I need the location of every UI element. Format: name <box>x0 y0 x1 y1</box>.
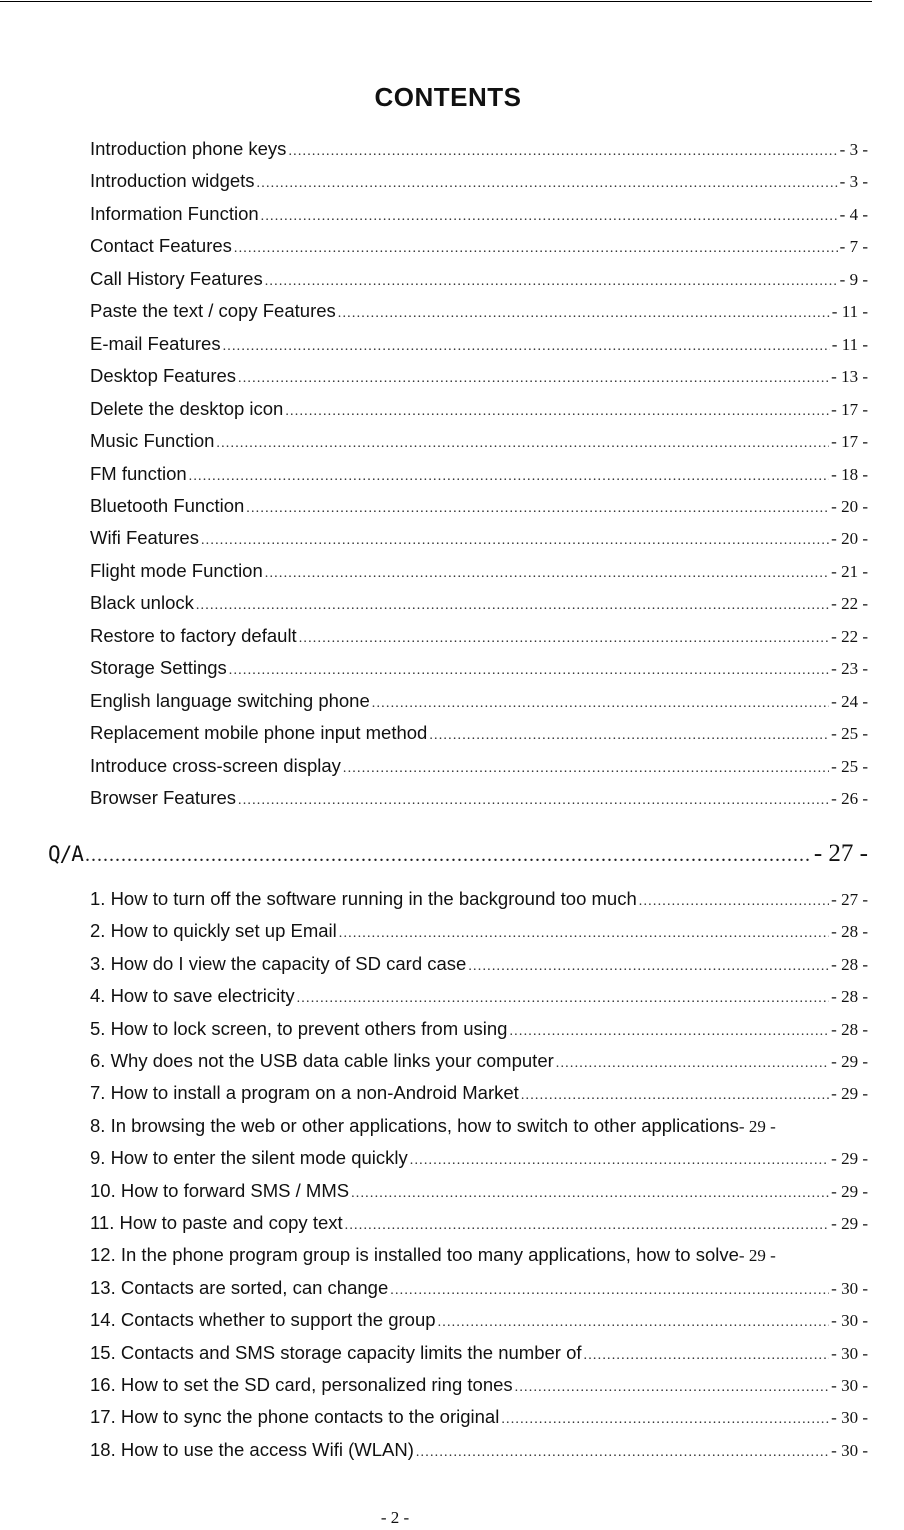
toc-entry-page: - 4 - <box>839 204 868 224</box>
toc-entry-qa[interactable] <box>90 985 868 1007</box>
toc-entry[interactable] <box>90 560 868 582</box>
dot-leader <box>515 1380 830 1396</box>
toc-entry-label: Call History Features <box>90 267 263 289</box>
toc-entry-label: Contact Features <box>90 235 232 257</box>
toc-entry-page: - 11 - <box>831 334 868 354</box>
toc-entry-page: - 30 - <box>831 1408 868 1428</box>
toc-entry-page: - 28 - <box>831 1019 868 1039</box>
toc-entry[interactable] <box>90 722 868 744</box>
toc-entry-qa[interactable] <box>90 1115 902 1137</box>
toc-entry[interactable] <box>90 495 868 517</box>
toc-entry-label: English language switching phone <box>90 689 370 711</box>
toc-entry-page: - 29 - <box>831 1052 868 1071</box>
toc-entry-page: - 25 - <box>831 756 868 776</box>
dot-leader <box>501 1412 829 1428</box>
toc-entry-page: - 13 - <box>831 367 868 387</box>
dot-leader <box>261 209 838 225</box>
dot-leader <box>196 598 829 614</box>
toc-entry-page: - 29 - <box>738 1116 776 1136</box>
toc-entry-page: - 28 - <box>831 987 868 1007</box>
dot-leader <box>438 1315 830 1331</box>
toc-entry-page: - 28 - <box>831 954 868 974</box>
toc-entry-label: 14. Contacts whether to support the group <box>90 1309 436 1331</box>
toc-entry-qa[interactable] <box>90 1309 868 1331</box>
toc-entry[interactable] <box>90 463 868 485</box>
dot-leader <box>85 844 812 867</box>
toc-entry-label: 8. In browsing the web or other applications, how to switch to other applications <box>90 1114 739 1136</box>
dot-leader <box>229 663 829 679</box>
dot-leader <box>556 1056 829 1072</box>
toc-entry-page: - 29 - <box>831 1181 868 1201</box>
toc-entry[interactable] <box>90 203 868 225</box>
toc-entry-label: E-mail Features <box>90 332 221 354</box>
dot-leader <box>521 1088 829 1104</box>
dot-leader <box>339 926 829 942</box>
toc-entry-label: Desktop Features <box>90 365 237 387</box>
toc-entry[interactable] <box>90 787 868 809</box>
toc-entry-label: 9. How to enter the silent mode quickly <box>90 1147 408 1169</box>
toc-entry[interactable] <box>90 527 868 549</box>
toc-entry-qa-heading[interactable] <box>48 840 868 868</box>
toc-entry-label: FM function <box>90 462 187 484</box>
toc-entry-label: Bluetooth Function <box>90 494 245 516</box>
dot-leader <box>639 894 829 910</box>
toc-entry-qa[interactable] <box>90 1244 902 1266</box>
toc-entry[interactable] <box>90 690 868 712</box>
toc-entry-qa[interactable] <box>90 1082 868 1104</box>
toc-entry-page: - 22 - <box>831 626 868 646</box>
dot-leader <box>338 306 830 322</box>
toc-entry-qa[interactable] <box>90 1342 868 1364</box>
toc-entry-page: - 20 - <box>831 496 868 516</box>
toc-entry-label: 5. How to lock screen, to prevent others from using <box>90 1017 508 1039</box>
toc-entry-label: Browser Features <box>90 787 236 808</box>
dot-leader <box>351 1186 829 1202</box>
toc-entry-page: - 27 - <box>831 890 868 909</box>
toc-entry[interactable] <box>90 625 868 647</box>
toc-entry[interactable] <box>90 333 868 355</box>
dot-leader <box>509 1024 829 1040</box>
toc-entry-page: - 22 - <box>831 594 868 614</box>
dot-leader <box>265 274 838 290</box>
dot-leader <box>390 1283 829 1299</box>
toc-entry-qa[interactable] <box>90 1147 868 1169</box>
toc-entry-label: 4. How to save electricity <box>90 985 295 1007</box>
toc-entry-page: - 29 - <box>831 1149 868 1169</box>
toc-entry-qa[interactable] <box>90 953 868 975</box>
dot-leader <box>216 436 829 452</box>
dot-leader <box>238 793 829 809</box>
toc-entry-page: - 23 - <box>831 659 868 679</box>
toc-entry-label: Music Function <box>90 430 215 452</box>
toc-entry-page: - 20 - <box>831 529 868 549</box>
toc-entry-label: 16. How to set the SD card, personalized ring tones <box>90 1374 513 1395</box>
toc-entry[interactable] <box>90 755 868 777</box>
toc-entry-qa[interactable] <box>90 1018 868 1040</box>
toc-entry-page: - 29 - <box>738 1246 776 1266</box>
toc-entry[interactable] <box>90 365 868 387</box>
toc-entry[interactable] <box>90 170 868 192</box>
dot-leader <box>257 176 838 192</box>
toc-entry-label: 2. How to quickly set up Email <box>90 920 337 942</box>
toc-entry-page: - 28 - <box>831 922 868 942</box>
toc-entry-label: Black unlock <box>90 592 194 614</box>
toc-entry-page: - 30 - <box>831 1311 868 1331</box>
toc-entry-label: 6. Why does not the USB data cable links your computer <box>90 1050 554 1071</box>
toc-entry-page: - 9 - <box>839 269 868 289</box>
toc-entry-page: - 3 - <box>839 172 868 192</box>
toc-entry-qa[interactable] <box>90 1180 868 1202</box>
toc-entry-label: Information Function <box>90 202 259 224</box>
dot-leader <box>285 404 829 420</box>
toc-entry-label: Replacement mobile phone input method <box>90 722 428 744</box>
toc-entry-page: - 30 - <box>831 1440 868 1460</box>
page-title: CONTENTS <box>374 82 522 112</box>
toc-entry-qa[interactable] <box>90 1406 868 1428</box>
toc-entry-label: Storage Settings <box>90 657 227 679</box>
toc-entry-qa[interactable] <box>90 1212 868 1234</box>
toc-entry-qa[interactable] <box>90 888 868 910</box>
dot-leader <box>343 761 829 777</box>
dot-leader <box>246 501 829 517</box>
dot-leader <box>238 371 829 387</box>
toc-entry-page: - 29 - <box>831 1214 868 1233</box>
toc-entry-label: 15. Contacts and SMS storage capacity limits the number of <box>90 1341 582 1363</box>
dot-leader <box>297 991 830 1007</box>
toc-entry-page: - 25 - <box>831 724 868 744</box>
dot-leader <box>189 469 830 485</box>
toc-entry-label: Introduce cross-screen display <box>90 754 341 776</box>
toc-entry-label: 10. How to forward SMS / MMS <box>90 1179 350 1201</box>
dot-leader <box>201 533 829 549</box>
toc-entry-page: - 30 - <box>831 1278 868 1298</box>
toc-entry-label: Delete the desktop icon <box>90 397 284 419</box>
toc-entry-label: Wifi Features <box>90 527 199 549</box>
toc-entry-label: 12. In the phone program group is installed too many applications, how to solve <box>90 1244 739 1266</box>
dot-leader <box>299 631 829 647</box>
dot-leader <box>372 696 829 712</box>
toc-entry[interactable] <box>90 592 868 614</box>
toc-entry-page: - 21 - <box>831 561 868 581</box>
toc-entry[interactable] <box>90 138 868 160</box>
toc-entry-label: 7. How to install a program on a non-Android Market <box>90 1082 519 1104</box>
toc-entry-page: - 17 - <box>831 399 868 419</box>
dot-leader <box>410 1153 829 1169</box>
toc-entry-label: 1. How to turn off the software running in the background too much <box>90 888 637 909</box>
toc-entry-page: - 3 - <box>839 140 868 159</box>
page-number: - 2 - <box>380 1508 410 1527</box>
toc-entry-page: - 11 - <box>831 302 868 322</box>
toc-entry-qa[interactable] <box>90 1277 868 1299</box>
toc-entry-page: - 24 - <box>831 691 868 711</box>
toc-entry-page: - 27 - <box>813 840 868 867</box>
toc-entry-qa[interactable] <box>90 1439 868 1461</box>
toc-entry-label: Restore to factory default <box>90 624 297 646</box>
toc-entry-label: 17. How to sync the phone contacts to the original <box>90 1406 500 1428</box>
dot-leader <box>234 241 838 257</box>
toc-entry-page: - 30 - <box>831 1376 868 1395</box>
top-rule <box>0 1 872 2</box>
toc-entry-label: Flight mode Function <box>90 559 263 581</box>
toc-entry-page: - 26 - <box>831 789 868 808</box>
dot-leader <box>265 566 829 582</box>
toc-entry-qa[interactable] <box>90 1050 868 1072</box>
toc-entry[interactable] <box>90 657 868 679</box>
toc-entry-label: 18. How to use the access Wifi (WLAN) <box>90 1438 414 1460</box>
toc-entry-label: Introduction widgets <box>90 170 255 192</box>
toc-entry-page: - 7 - <box>839 237 868 257</box>
dot-leader <box>416 1445 829 1461</box>
dot-leader <box>584 1348 830 1364</box>
dot-leader <box>288 144 837 160</box>
dot-leader <box>223 339 830 355</box>
toc-entry[interactable] <box>90 300 868 322</box>
toc-entry-label: 11. How to paste and copy text <box>90 1212 343 1233</box>
toc-entry-page: - 18 - <box>831 464 868 484</box>
toc-entry[interactable] <box>90 268 868 290</box>
toc-entry-label: Paste the text / copy Features <box>90 300 336 322</box>
toc-entry[interactable] <box>90 398 868 420</box>
toc-entry-label: Introduction phone keys <box>90 138 287 159</box>
toc-entry[interactable] <box>90 235 868 257</box>
toc-entry-page: - 29 - <box>831 1084 868 1104</box>
toc-entry-page: - 17 - <box>831 432 868 452</box>
toc-entry-label: 3. How do I view the capacity of SD card case <box>90 952 467 974</box>
dot-leader <box>468 959 829 975</box>
dot-leader <box>429 728 829 744</box>
dot-leader <box>345 1218 830 1234</box>
toc-entry[interactable] <box>90 430 868 452</box>
toc-entry-qa[interactable] <box>90 1374 868 1396</box>
toc-entry-page: - 30 - <box>831 1343 868 1363</box>
toc-entry-label: Q/A <box>48 842 83 866</box>
toc-entry-label: 13. Contacts are sorted, can change <box>90 1276 389 1298</box>
toc-entry-qa[interactable] <box>90 920 868 942</box>
